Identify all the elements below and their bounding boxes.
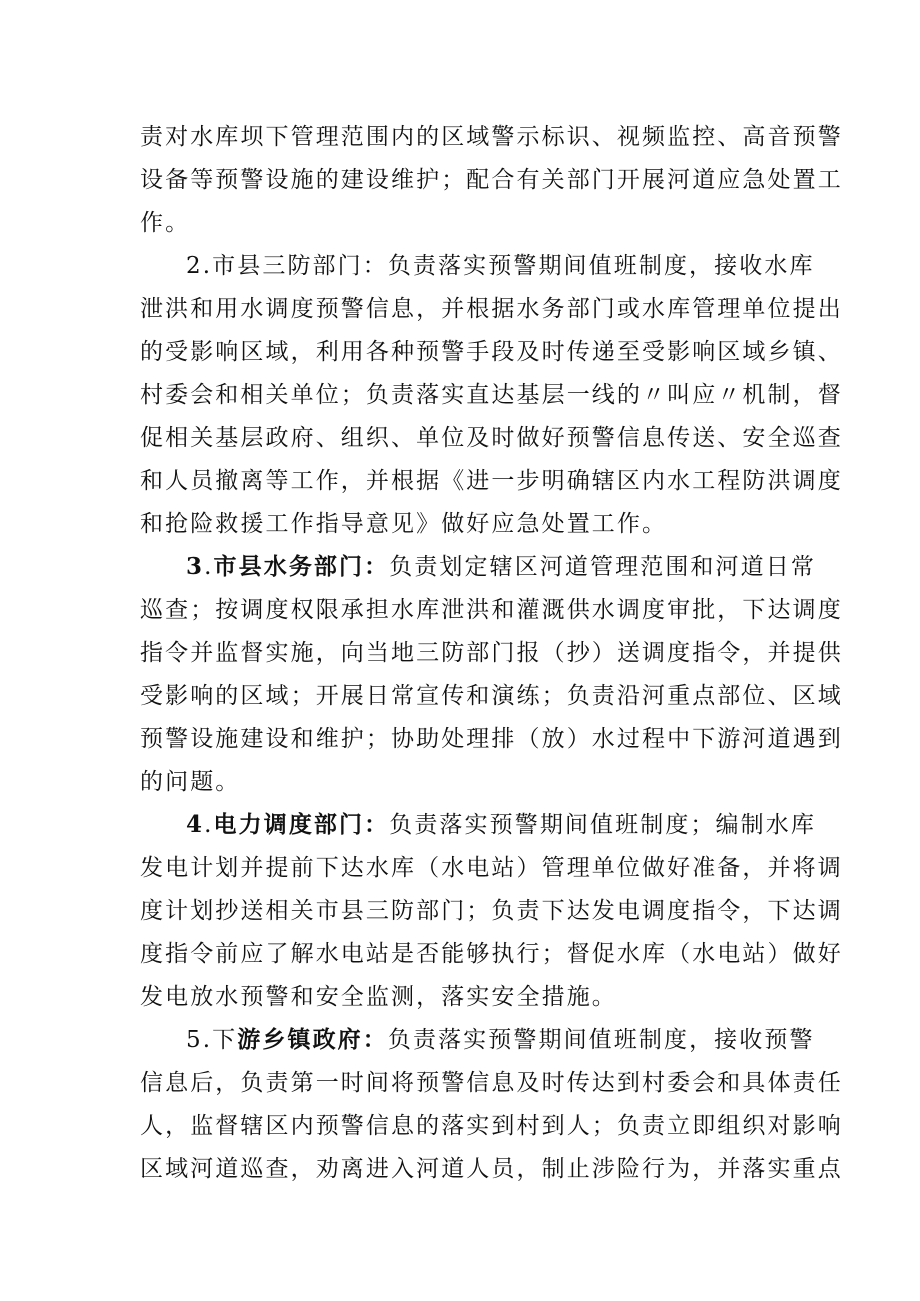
text-line: 度指令前应了解水电站是否能够执行；督促水库（水电站）做好 <box>140 941 843 967</box>
text-line: 和抢险救援工作指导意见》做好应急处置工作。 <box>140 511 668 537</box>
item-text: 负责落实预警期间值班制度，接收预警 <box>387 1027 815 1053</box>
text-line: 促相关基层政府、组织、单位及时做好预警信息传送、安全巡查 <box>140 425 843 451</box>
item-separator: . <box>204 812 214 838</box>
item-title: 电力调度部门： <box>213 811 390 838</box>
item-number: 4 <box>186 811 205 838</box>
paragraph-2-first-line <box>186 246 815 286</box>
item-number: 3 <box>186 553 205 580</box>
text-line: 作。 <box>140 210 191 236</box>
item-text: 负责划定辖区河道管理范围和河道日常 <box>389 554 816 580</box>
text-line: 指令并监督实施，向当地三防部门报（抄）送调度指令，并提供 <box>140 640 843 666</box>
text-line: 设备等预警设施的建设维护；配合有关部门开展河道应急处置工 <box>140 167 843 193</box>
item-separator: . <box>202 1027 213 1053</box>
text-line: 人，监督辖区内预警信息的落实到村到人；负责立即组织对影响 <box>140 1113 843 1139</box>
item-title: 市县水务部门： <box>213 553 390 580</box>
text-line: 和人员撤离等工作，并根据《进一步明确辖区内水工程防洪调度 <box>140 468 843 494</box>
item-separator: . <box>204 554 214 580</box>
text-line: 受影响的区域；开展日常宣传和演练；负责沿河重点部位、区域 <box>140 683 843 709</box>
item-text: 负责落实预警期间值班制度，接收水库 <box>387 253 815 279</box>
paragraph-4-first-line <box>186 805 816 845</box>
text-line: 区域河道巡查，劝离进入河道人员，制止涉险行为，并落实重点 <box>140 1156 843 1182</box>
text-line: 信息后，负责第一时间将预警信息及时传达到村委会和具体责任 <box>140 1070 843 1096</box>
text-line: 发电计划并提前下达水库（水电站）管理单位做好准备，并将调 <box>140 855 843 881</box>
text-line: 发电放水预警和安全监测，落实安全措施。 <box>140 984 617 1010</box>
text-line: 的问题。 <box>140 769 241 795</box>
paragraph-3-first-line <box>186 547 816 587</box>
text-line: 的受影响区域，利用各种预警手段及时传递至受影响区域乡镇、 <box>140 339 843 365</box>
item-prefix: 下 <box>212 1027 238 1053</box>
text-line: 泄洪和用水调度预警信息，并根据水务部门或水库管理单位提出 <box>140 296 843 322</box>
text-line: 度计划抄送相关市县三防部门；负责下达发电调度指令，下达调 <box>140 898 843 924</box>
item-title: 游乡镇政府： <box>237 1026 388 1053</box>
item-text: 负责落实预警期间值班制度；编制水库 <box>389 812 816 838</box>
text-line: 村委会和相关单位；负责落实直达基层一线的〃叫应〃机制，督 <box>140 382 843 408</box>
text-line: 预警设施建设和维护；协助处理排（放）水过程中下游河道遇到 <box>140 726 843 752</box>
paragraph-5-first-line <box>186 1020 815 1060</box>
text-line: 巡查；按调度权限承担水库泄洪和灌溉供水调度审批，下达调度 <box>140 597 843 623</box>
item-number: 2 <box>186 253 203 279</box>
item-separator: . <box>202 253 213 279</box>
item-number: 5 <box>186 1027 203 1053</box>
text-line: 责对水库坝下管理范围内的区域警示标识、视频监控、高音预警 <box>140 124 843 150</box>
item-title: 市县三防部门： <box>212 253 388 279</box>
